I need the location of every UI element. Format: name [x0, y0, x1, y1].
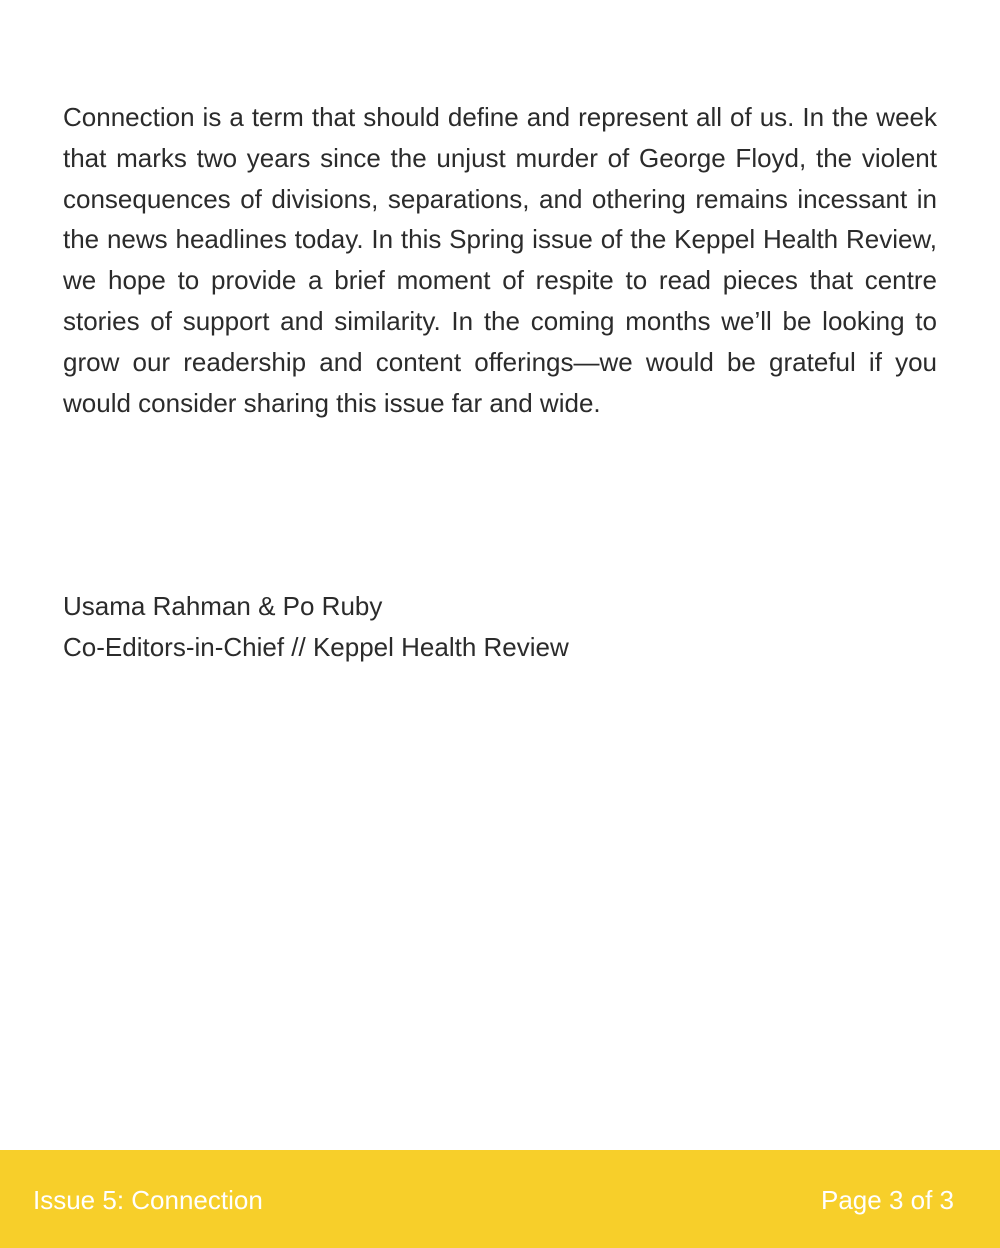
- page-number: Page 3 of 3: [821, 1185, 954, 1215]
- editor-role: Co-Editors-in-Chief // Keppel Health Review: [63, 631, 569, 662]
- editor-names: Usama Rahman & Po Ruby: [63, 591, 383, 621]
- editorial-paragraph: Connection is a term that should define and represent all of us. In the week that marks two years since the unjust murder of George Floyd, the violent consequences of divisions, separations, and othering remains incessant in the news headlines today. In this Spring issue of the Keppel Health Review, we hope to provide a brief moment of respite to read pieces that centre stories of support and similarity. In the coming months we’ll be looking to grow our readership and content offerings—we would be grateful if you would consider sharing this issue far and wide.: [63, 102, 937, 418]
- footer-bar: [0, 1150, 1000, 1248]
- issue-label: Issue 5: Connection: [33, 1185, 263, 1215]
- signature-block: [63, 586, 937, 668]
